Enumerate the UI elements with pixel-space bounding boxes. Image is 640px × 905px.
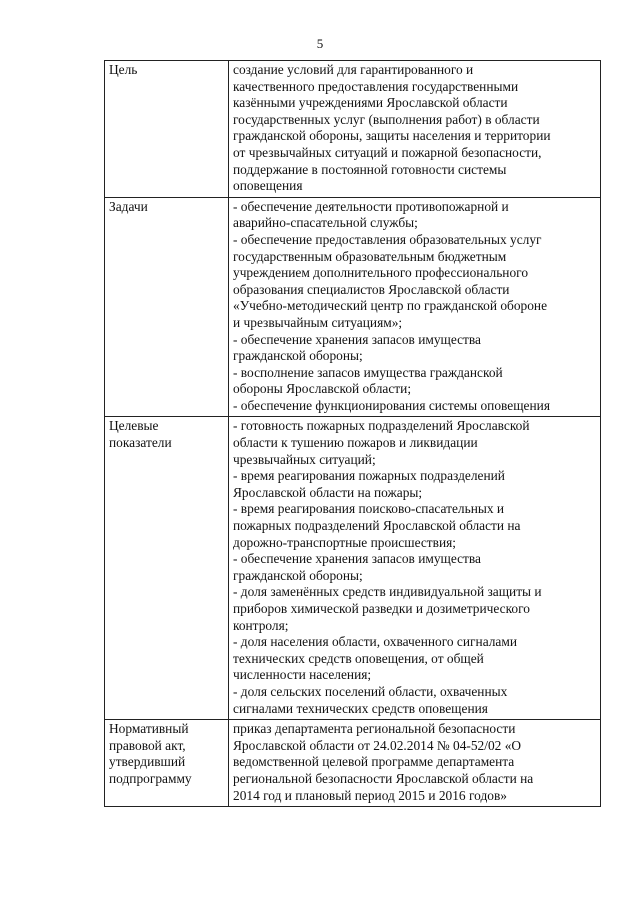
row-value-line: - доля сельских поселений области, охваченных <box>233 683 508 699</box>
row-value-line: технических средств оповещения, от общей <box>233 650 484 666</box>
row-value-line: Ярославской области от 24.02.2014 № 04-52/02 «О <box>233 737 522 753</box>
row-value-line: - доля населения области, охваченного сигналами <box>233 634 518 650</box>
row-label-line: правовой акт, <box>109 737 186 753</box>
row-value-line: гражданской обороны; <box>233 567 363 583</box>
row-value-line: учреждением дополнительного профессионального <box>233 265 529 281</box>
row-value-line: контроля; <box>233 617 289 633</box>
row-label-line: показатели <box>109 435 172 451</box>
row-value-line: гражданской обороны, защиты населения и территории <box>233 128 551 144</box>
row-value-line: и чрезвычайным ситуациям»; <box>233 314 403 330</box>
row-value-line: - обеспечение деятельности противопожарной и <box>233 198 509 214</box>
row-value-line: чрезвычайных ситуаций; <box>233 451 376 467</box>
row-value-line: региональной безопасности Ярославской области на <box>233 770 534 786</box>
table-row-goal <box>105 61 601 198</box>
row-label-line: Задачи <box>109 198 148 214</box>
row-value-line: приборов химической разведки и дозиметрического <box>233 601 530 616</box>
row-value-line: оповещения <box>233 178 303 194</box>
row-value-line: - обеспечение предоставления образовательных услуг <box>233 231 542 247</box>
table-body <box>105 61 601 807</box>
row-value-line: аварийно-спасательной службы; <box>233 215 418 231</box>
row-label-cell <box>105 197 229 417</box>
table-row-normative-act <box>105 720 601 807</box>
row-value-cell <box>229 197 601 417</box>
row-value-cell <box>229 417 601 720</box>
row-value-line: государственным образовательным бюджетным <box>233 248 507 264</box>
row-value-line: численности населения; <box>233 667 372 683</box>
row-label-line: Нормативный <box>109 721 189 737</box>
row-value-line: 2014 год и плановый период 2015 и 2016 годов» <box>233 787 507 803</box>
row-value-line: обороны Ярославской области; <box>233 381 412 397</box>
row-value-line: - доля заменённых средств индивидуальной защиты и <box>233 584 542 600</box>
row-value-line: казёнными учреждениями Ярославской области <box>233 95 508 111</box>
row-value-line: пожарных подразделений Ярославской области на <box>233 518 521 534</box>
row-value-line: приказ департамента региональной безопасности <box>233 721 516 737</box>
row-value-line: - обеспечение хранения запасов имущества <box>233 331 482 347</box>
row-value-line: - обеспечение хранения запасов имущества <box>233 551 482 567</box>
row-value-line: - обеспечение функционирования системы оповещения <box>233 397 550 413</box>
row-value-line: образования специалистов Ярославской области <box>233 281 510 297</box>
row-value-line: от чрезвычайных ситуаций и пожарной безопасности, <box>233 144 542 160</box>
row-value-line: дорожно-транспортные происшествия; <box>233 534 457 550</box>
row-value-line: гражданской обороны; <box>233 348 363 364</box>
row-value-line: «Учебно-методический центр по гражданской обороне <box>233 298 548 314</box>
row-value-line: - восполнение запасов имущества гражданской <box>233 364 503 380</box>
table-row-tasks <box>105 197 601 417</box>
row-value-line: - время реагирования поисково-спасательных и <box>233 501 505 517</box>
row-value-line: сигналами технических средств оповещения <box>233 700 488 716</box>
row-value-line: государственных услуг (выполнения работ) в области <box>233 111 540 127</box>
row-label-cell <box>105 417 229 720</box>
row-value-cell <box>229 720 601 807</box>
page-number: 5 <box>316 36 324 51</box>
row-value-line: поддержание в постоянной готовности системы <box>233 161 507 177</box>
subprogram-table <box>104 60 601 807</box>
row-label-cell <box>105 720 229 807</box>
row-value-line: ведомственной целевой программе департамента <box>233 754 515 770</box>
row-label-line: утвердивший <box>109 754 186 770</box>
row-label-line: подпрограмму <box>109 770 192 786</box>
row-label-line: Целевые <box>109 418 159 434</box>
row-label-cell <box>105 61 229 198</box>
row-value-line: Ярославской области на пожары; <box>233 484 423 500</box>
row-value-line: - время реагирования пожарных подразделений <box>233 468 505 484</box>
row-value-line: качественного предоставления государственными <box>233 78 519 94</box>
table-row-target-indicators <box>105 417 601 720</box>
row-label-line: Цель <box>109 62 138 77</box>
row-value-line: - готовность пожарных подразделений Ярославской <box>233 418 530 434</box>
row-value-line: области к тушению пожаров и ликвидации <box>233 435 478 451</box>
row-value-cell <box>229 61 601 198</box>
row-value-line: создание условий для гарантированного и <box>233 62 474 77</box>
